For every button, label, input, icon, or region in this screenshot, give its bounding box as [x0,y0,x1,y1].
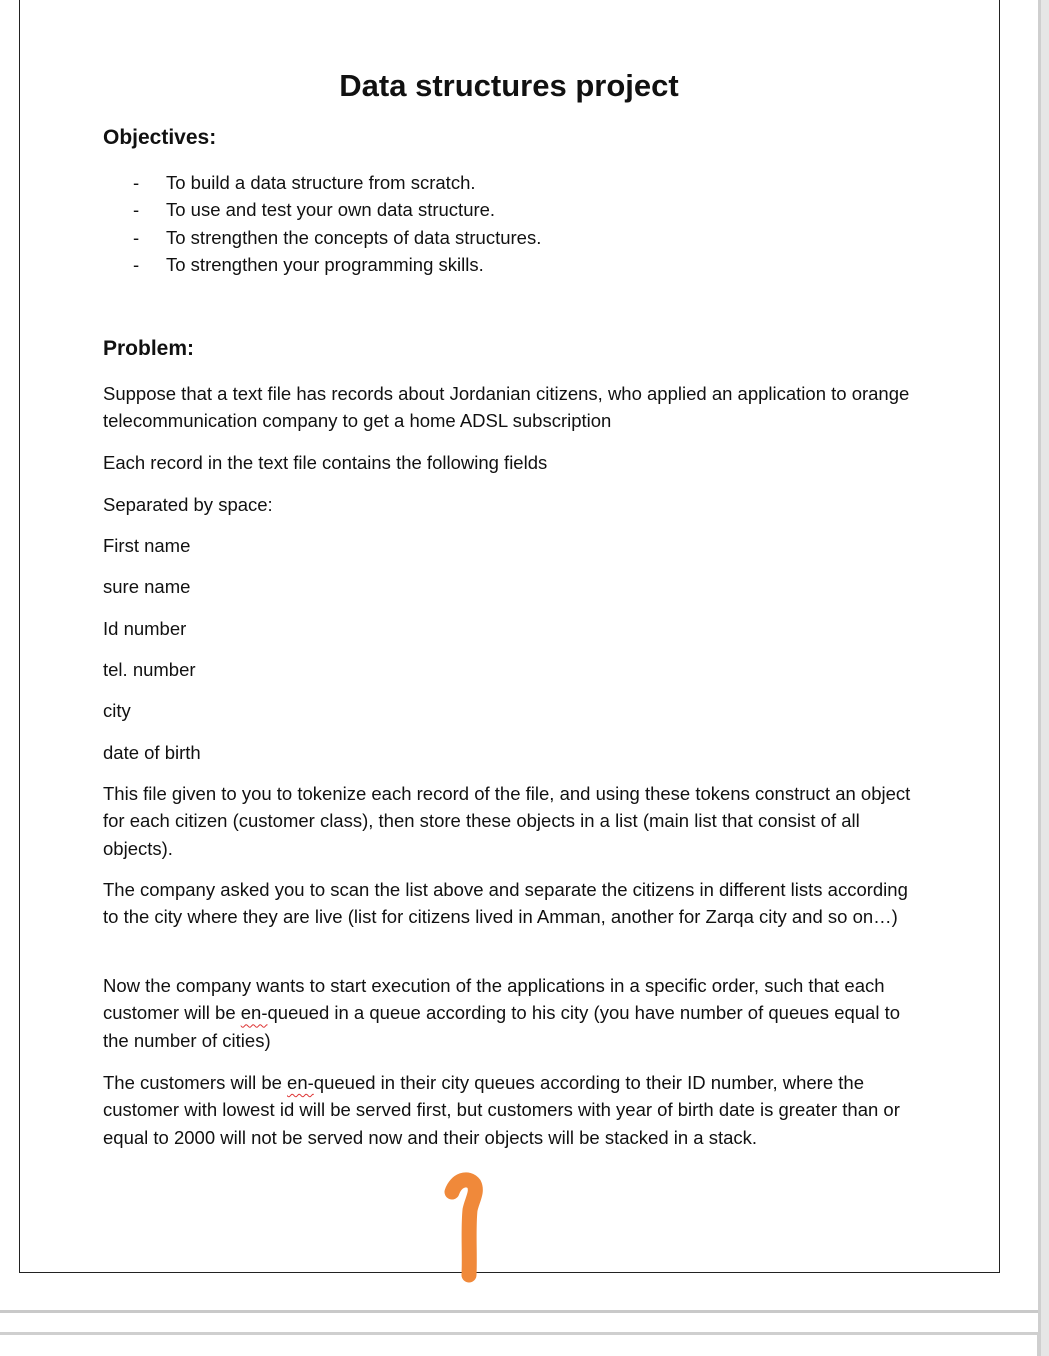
list-item: - To use and test your own data structure. [133,199,496,221]
spellcheck-squiggle: en- [287,1072,314,1093]
field-id-number: Id number [103,618,187,639]
paragraph-intro: Suppose that a text file has records about Jordanian citizens, who applied an application to orange telecommunication company to get a home ADSL subscription [103,383,910,432]
paragraph-fields-intro: Each record in the text file contains the following fields [103,452,548,473]
paragraph-separate-lists: The company asked you to scan the list above and separate the citizens in different lists according to the city where they are live (list for citizens lived in Amman, another for Zarqa city and so on…) [103,879,908,928]
field-date-of-birth: date of birth [103,742,201,763]
page-title: Data structures project [339,68,679,103]
page-gap [0,1310,1038,1334]
next-page-edge [0,1332,1040,1356]
bullet-dash: - [133,253,140,275]
field-sure-name: sure name [103,576,191,597]
paragraph-separator: Separated by space: [103,494,273,515]
field-first-name: First name [103,535,191,556]
paragraph-stack: The customers will be en-queued in their city queues according to their ID number, where the customer with lowest id will be served first, but customers with year of birth date is greater than or equal to 2000 will not be served now and their objects will be stacked in a stack. [103,1072,900,1148]
field-tel-number: tel. number [103,659,196,680]
problem-heading: Problem: [103,337,195,360]
spellcheck-squiggle: en- [240,1002,268,1024]
paragraph-tokenize: This file given to you to tokenize each record of the file, and using these tokens construct an object for each citizen (customer class), then store these objects in a list (main list that consist of all objects). [103,783,911,859]
list-item: - To build a data structure from scratch. [133,172,476,193]
bullet-dash: - [133,226,140,248]
list-item: - To strengthen your programming skills. [133,253,484,275]
paragraph-queues: Now the company wants to start execution of the applications in a specific order, such that each customer will be en-queued in a queue according to his city (you have number of queues equal to the number of cities) [103,975,901,1051]
handwritten-page-number-1 [440,1170,484,1285]
objectives-list [103,171,541,280]
bullet-dash: - [133,199,140,221]
bullet-dash: - [133,172,140,193]
list-item: - To strengthen the concepts of data structures. [133,226,542,248]
field-city: city [103,700,131,721]
viewer-side-strip [1038,0,1049,1356]
objectives-heading: Objectives: [103,126,217,149]
